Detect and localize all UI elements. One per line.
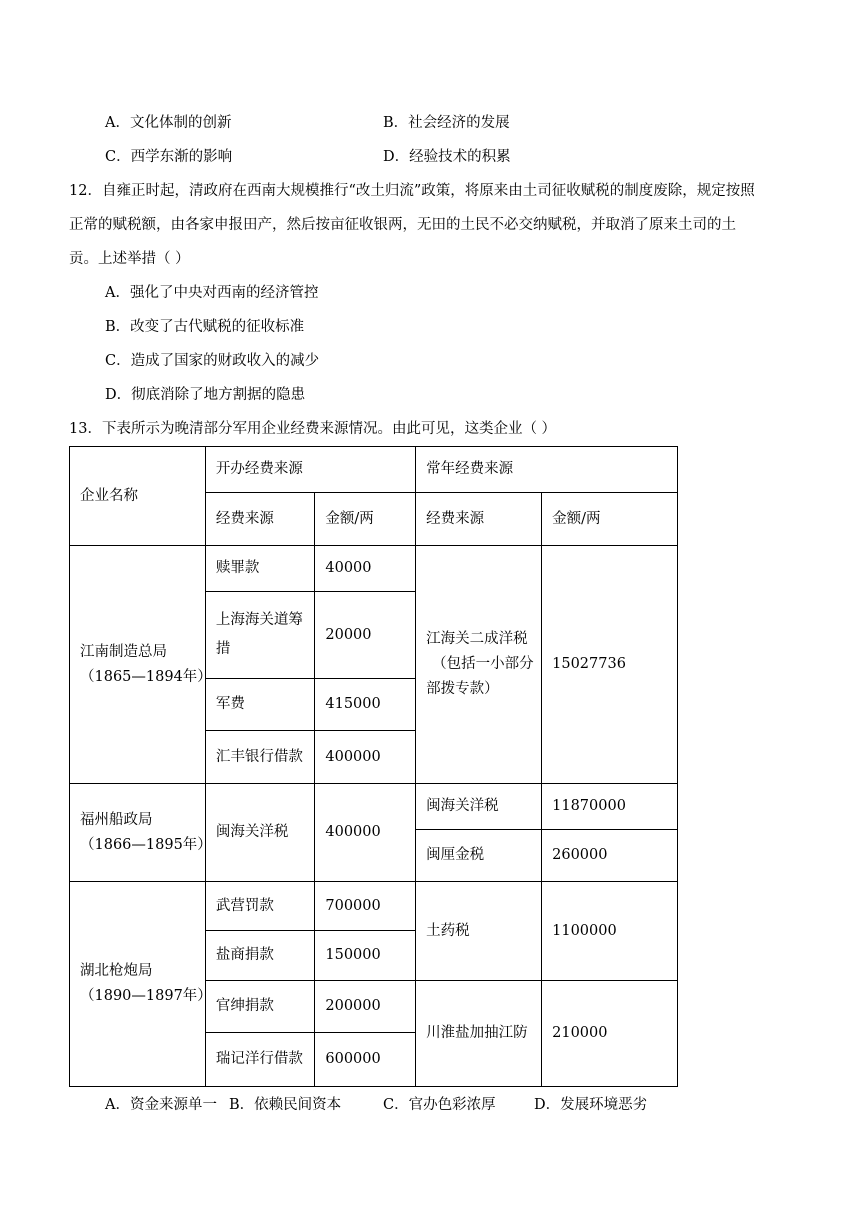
q12-stem-line-2: 正常的赋税额，由各家申报田产，然后按亩征收银两，无田的土民不必交纳赋税，并取消了原来土司的土 <box>69 217 736 233</box>
startup-amount: 415000 <box>315 679 416 731</box>
startup-source: 闽海关洋税 <box>205 784 315 882</box>
startup-amount: 700000 <box>315 882 416 931</box>
enterprise-name: 湖北枪炮局 <box>80 963 153 979</box>
q12-stem-line-3: 贡。上述举措（ ） <box>69 251 190 267</box>
q13-option-a[interactable]: A．资金来源单一 <box>105 1097 217 1113</box>
q13-option-c[interactable]: C．官办色彩浓厚 <box>383 1097 496 1113</box>
q13-option-b[interactable]: B．依赖民间资本 <box>229 1097 342 1113</box>
header-enterprise-name: 企业名称 <box>70 447 206 546</box>
header-annual-source: 经费来源 <box>416 493 542 546</box>
startup-amount: 200000 <box>315 981 416 1033</box>
startup-source: 军费 <box>205 679 315 731</box>
funding-source-table <box>69 446 678 1087</box>
startup-source: 瑞记洋行借款 <box>205 1033 315 1087</box>
q12-option-c[interactable]: C．造成了国家的财政收入的减少 <box>105 353 320 369</box>
annual-source-line: 江海关二成洋税 <box>426 631 528 647</box>
q12-option-d[interactable]: D．彻底消除了地方割据的隐患 <box>105 387 306 403</box>
startup-source <box>205 592 315 679</box>
enterprise-hubei <box>70 882 212 1087</box>
annual-amount: 15027736 <box>542 546 678 784</box>
annual-amount: 260000 <box>542 830 678 882</box>
annual-source: 土药税 <box>416 882 542 981</box>
annual-source: 闽厘金税 <box>416 830 542 882</box>
annual-source-line: （包括一小部分 <box>432 656 534 672</box>
startup-source-text: 上海海关道筹措 <box>215 612 303 657</box>
startup-source: 武营罚款 <box>205 882 315 931</box>
startup-amount: 40000 <box>315 546 416 592</box>
startup-amount: 20000 <box>315 592 416 679</box>
annual-source: 闽海关洋税 <box>416 784 542 830</box>
q12-option-a[interactable]: A．强化了中央对西南的经济管控 <box>105 285 319 301</box>
startup-source: 盐商捐款 <box>205 931 315 981</box>
q12-stem-line-1: 12．自雍正时起，清政府在西南大规模推行“改土归流”政策，将原来由土司征收赋税的制度废除，规定按照 <box>69 183 755 199</box>
q13-option-d[interactable]: D．发展环境恶劣 <box>534 1097 648 1113</box>
header-annual-amount: 金额/两 <box>542 493 678 546</box>
header-startup-amount: 金额/两 <box>315 493 416 546</box>
q11-option-a[interactable]: A．文化体制的创新 <box>105 115 232 131</box>
annual-amount: 1100000 <box>542 882 678 981</box>
enterprise-years: （1866—1895年） <box>80 836 212 853</box>
startup-source: 赎罪款 <box>205 546 315 592</box>
enterprise-name: 江南制造总局 <box>80 643 167 660</box>
startup-amount: 400000 <box>315 784 416 882</box>
header-startup-source: 经费来源 <box>205 493 315 546</box>
header-annual-funding: 常年经费来源 <box>416 447 678 493</box>
startup-source: 汇丰银行借款 <box>205 731 315 784</box>
header-startup-funding: 开办经费来源 <box>205 447 415 493</box>
q11-option-d[interactable]: D．经验技术的积累 <box>383 149 511 165</box>
startup-source: 官绅捐款 <box>205 981 315 1033</box>
q11-option-b[interactable]: B．社会经济的发展 <box>383 115 510 131</box>
enterprise-years: （1865—1894年） <box>80 668 212 685</box>
enterprise-years: （1890—1897年） <box>80 988 212 1004</box>
startup-amount: 600000 <box>315 1033 416 1087</box>
annual-source-line: 部拨专款） <box>426 681 499 697</box>
annual-source-jiangnan <box>416 546 542 784</box>
enterprise-jiangnan <box>70 546 212 784</box>
q13-stem: 13．下表所示为晚清部分军用企业经费来源情况。由此可见，这类企业（ ） <box>69 421 557 437</box>
q11-option-c[interactable]: C．西学东渐的影响 <box>105 149 233 165</box>
enterprise-fuzhou <box>70 784 212 882</box>
annual-source: 川淮盐加抽江防 <box>416 981 542 1087</box>
q12-option-b[interactable]: B．改变了古代赋税的征收标准 <box>105 319 305 335</box>
annual-amount: 11870000 <box>542 784 678 830</box>
startup-amount: 150000 <box>315 931 416 981</box>
annual-amount: 210000 <box>542 981 678 1087</box>
startup-amount: 400000 <box>315 731 416 784</box>
enterprise-name: 福州船政局 <box>80 811 153 828</box>
